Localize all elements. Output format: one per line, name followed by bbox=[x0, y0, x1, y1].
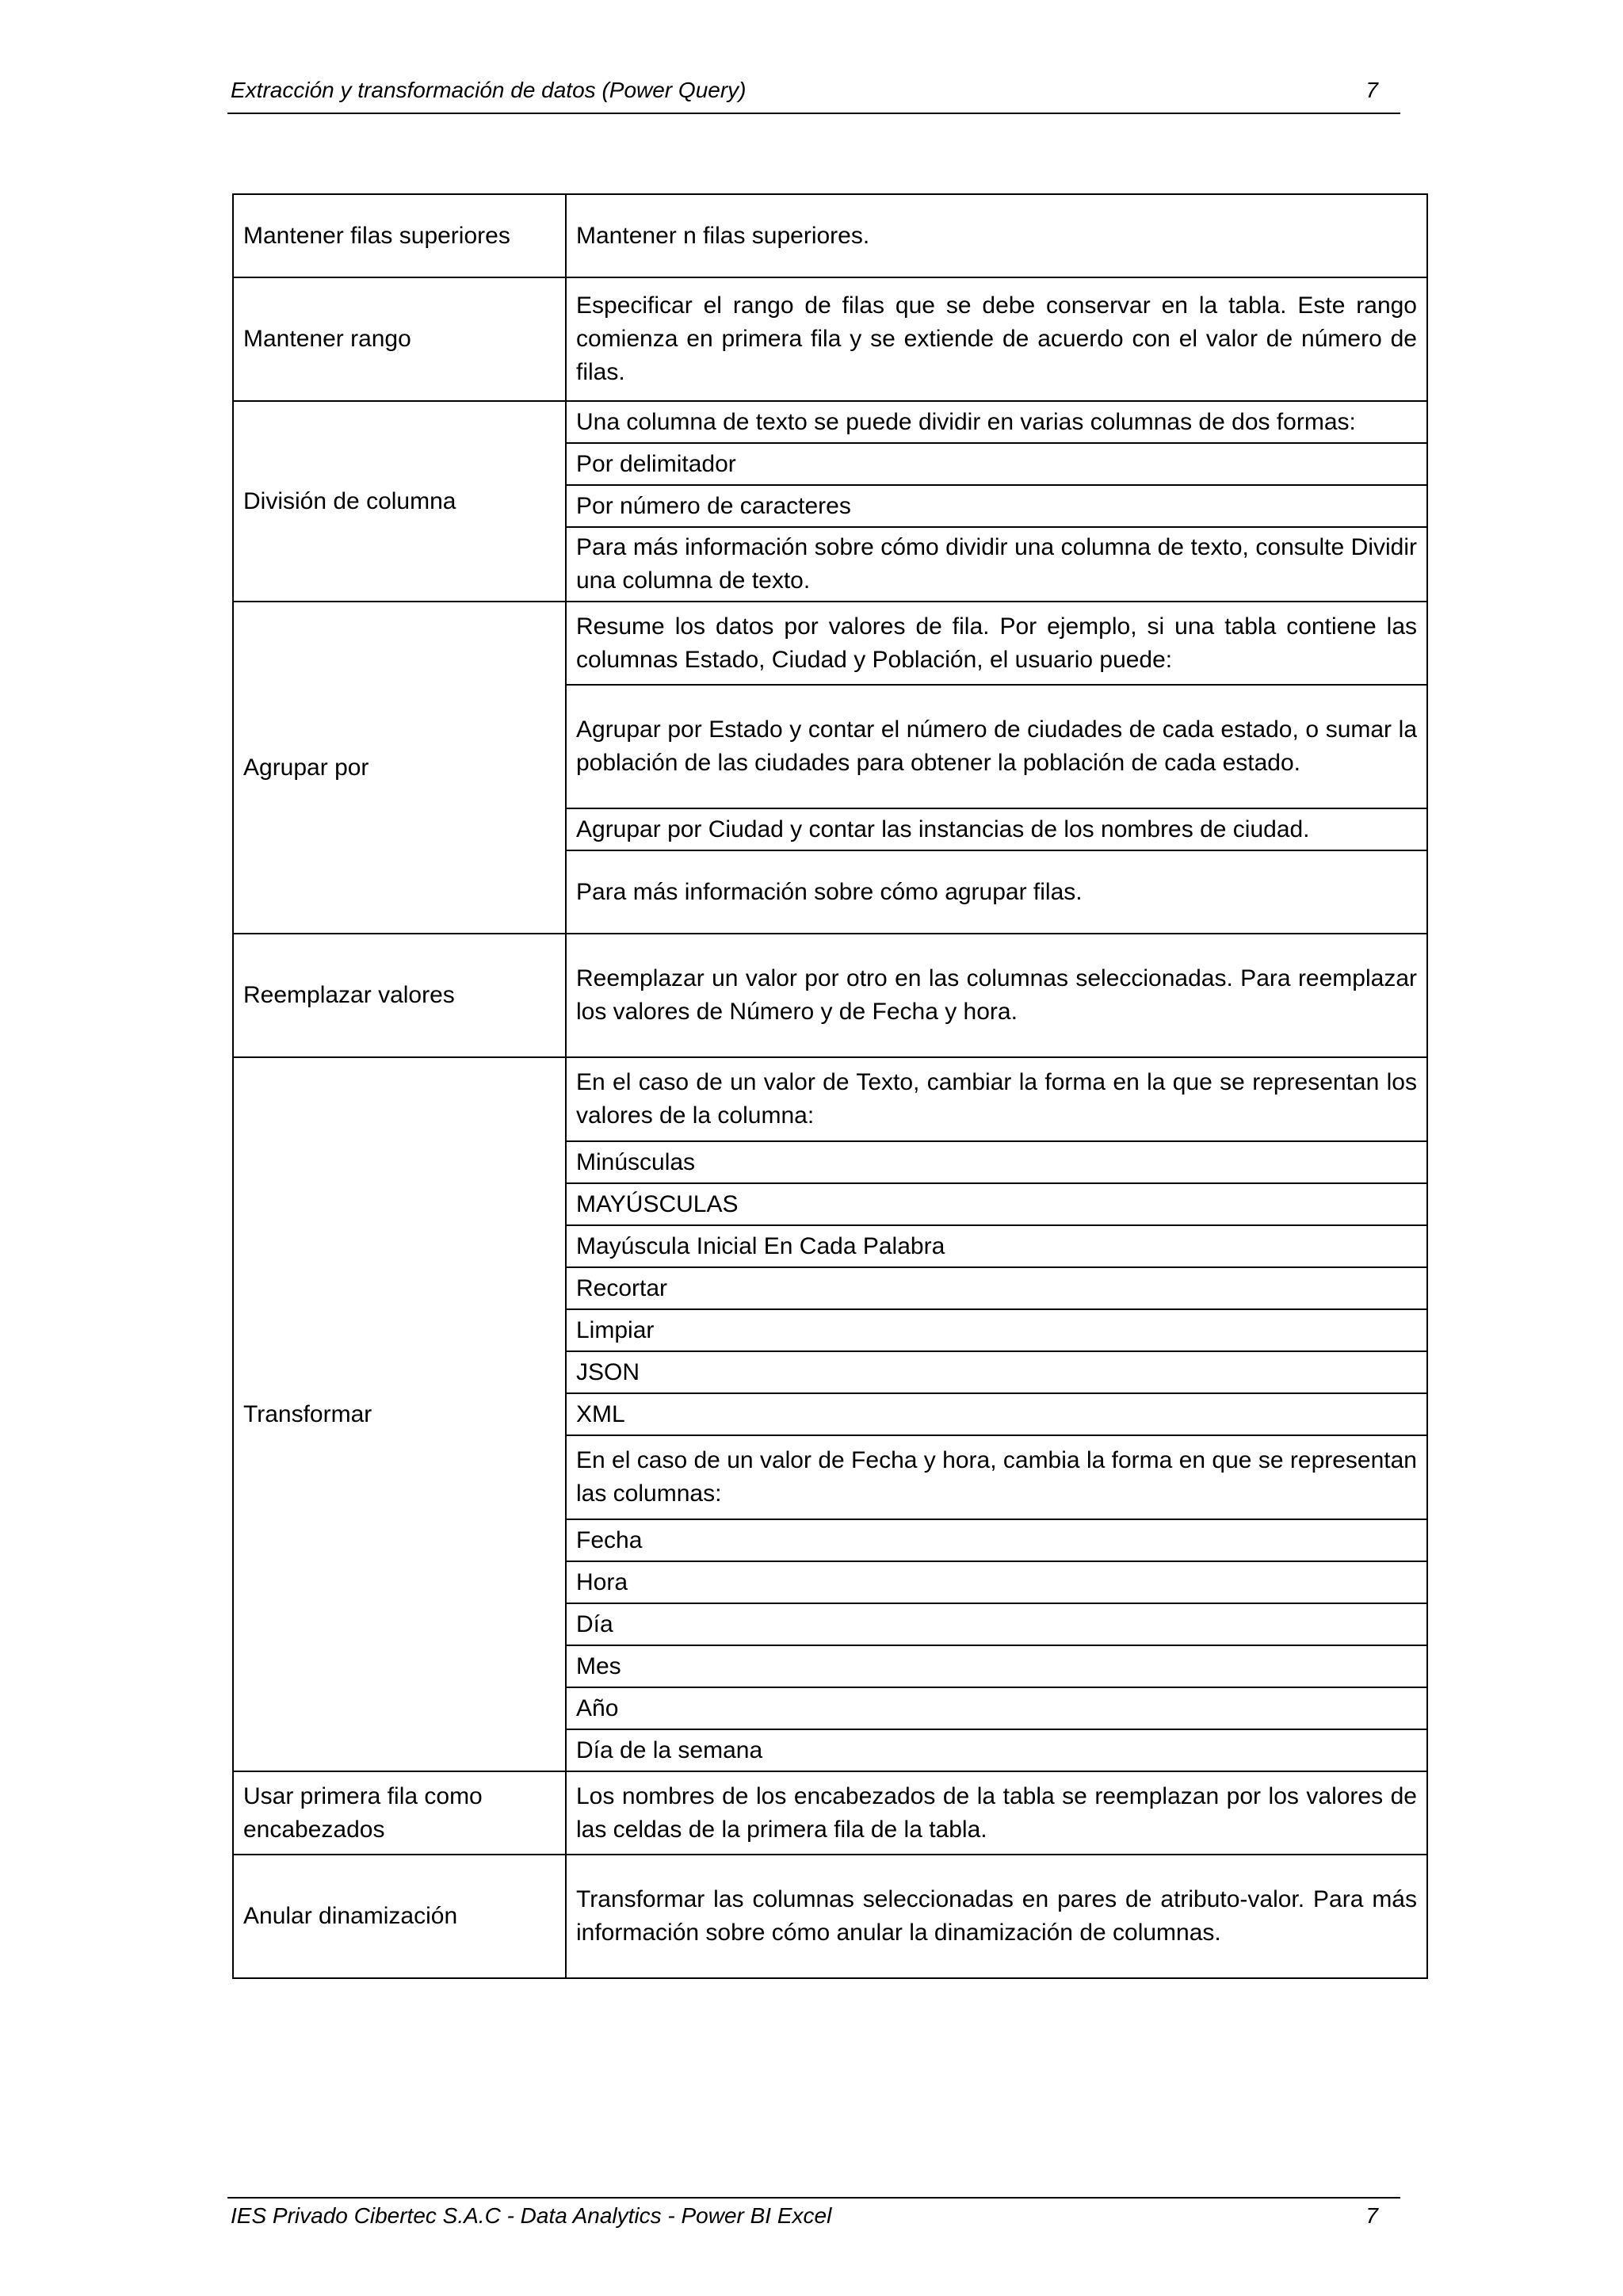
row-description: En el caso de un valor de Texto, cambiar la forma en la que se representan los valores de la columna: bbox=[566, 1057, 1427, 1141]
row-label: Reemplazar valores bbox=[233, 934, 566, 1057]
row-label: Mantener rango bbox=[233, 277, 566, 401]
row-description: Para más información sobre cómo agrupar filas. bbox=[566, 850, 1427, 934]
row-label: Usar primera fila como encabezados bbox=[233, 1771, 566, 1855]
row-description: MAYÚSCULAS bbox=[566, 1183, 1427, 1225]
row-label: Anular dinamización bbox=[233, 1855, 566, 1978]
table-row bbox=[233, 401, 1427, 443]
row-description: Por delimitador bbox=[566, 443, 1427, 485]
row-description: Una columna de texto se puede dividir en varias columnas de dos formas: bbox=[566, 401, 1427, 443]
row-description: Minúsculas bbox=[566, 1141, 1427, 1183]
table-row bbox=[233, 277, 1427, 401]
row-description: Día de la semana bbox=[566, 1729, 1427, 1771]
row-description: Recortar bbox=[566, 1267, 1427, 1309]
table-row bbox=[233, 934, 1427, 1057]
page-footer bbox=[227, 2156, 1400, 2228]
table-row bbox=[233, 1771, 1427, 1855]
row-description: Mantener n filas superiores. bbox=[566, 194, 1427, 277]
row-label: Mantener filas superiores bbox=[233, 194, 566, 277]
row-description: Reemplazar un valor por otro en las columnas seleccionadas. Para reemplazar los valores de Número y de Fecha y hora. bbox=[566, 934, 1427, 1057]
row-label: Agrupar por bbox=[233, 602, 566, 934]
row-description: Año bbox=[566, 1687, 1427, 1729]
row-description: Especificar el rango de filas que se debe conservar en la tabla. Este rango comienza en primera fila y se extiende de acuerdo con el valor de número de filas. bbox=[566, 277, 1427, 401]
row-description: En el caso de un valor de Fecha y hora, cambia la forma en que se representan las columnas: bbox=[566, 1435, 1427, 1519]
row-description: Fecha bbox=[566, 1519, 1427, 1561]
row-description: Mayúscula Inicial En Cada Palabra bbox=[566, 1225, 1427, 1267]
row-description: Para más información sobre cómo dividir una columna de texto, consulte Dividir una columna de texto. bbox=[566, 527, 1427, 602]
row-description: Limpiar bbox=[566, 1309, 1427, 1351]
row-description: Hora bbox=[566, 1561, 1427, 1603]
row-description: XML bbox=[566, 1393, 1427, 1435]
table-row bbox=[233, 194, 1427, 277]
row-description: Los nombres de los encabezados de la tabla se reemplazan por los valores de las celdas de la primera fila de la tabla. bbox=[566, 1771, 1427, 1855]
row-description: Día bbox=[566, 1603, 1427, 1645]
transformations-table bbox=[232, 193, 1428, 1979]
footer-text: IES Privado Cibertec S.A.C - Data Analytics - Power BI Excel bbox=[231, 2203, 832, 2228]
row-description: Agrupar por Ciudad y contar las instancias de los nombres de ciudad. bbox=[566, 808, 1427, 850]
row-description: Resume los datos por valores de fila. Por ejemplo, si una tabla contiene las columnas Estado, Ciudad y Población, el usuario puede: bbox=[566, 602, 1427, 685]
row-description: Transformar las columnas seleccionadas en pares de atributo-valor. Para más información sobre cómo anular la dinamización de columnas. bbox=[566, 1855, 1427, 1978]
header-page-number: 7 bbox=[1365, 78, 1378, 102]
row-description: Por número de caracteres bbox=[566, 485, 1427, 527]
row-label: Transformar bbox=[233, 1057, 566, 1771]
header-title: Extracción y transformación de datos (Power Query) bbox=[231, 78, 747, 102]
table-row bbox=[233, 602, 1427, 685]
row-label: División de columna bbox=[233, 401, 566, 602]
row-description: Agrupar por Estado y contar el número de ciudades de cada estado, o sumar la población de las ciudades para obtener la población de cada estado. bbox=[566, 685, 1427, 808]
row-description: Mes bbox=[566, 1645, 1427, 1687]
page-header bbox=[227, 71, 1400, 114]
table-row bbox=[233, 1855, 1427, 1978]
footer-page-number: 7 bbox=[1365, 2203, 1378, 2228]
table-row bbox=[233, 1057, 1427, 1141]
row-description: JSON bbox=[566, 1351, 1427, 1393]
